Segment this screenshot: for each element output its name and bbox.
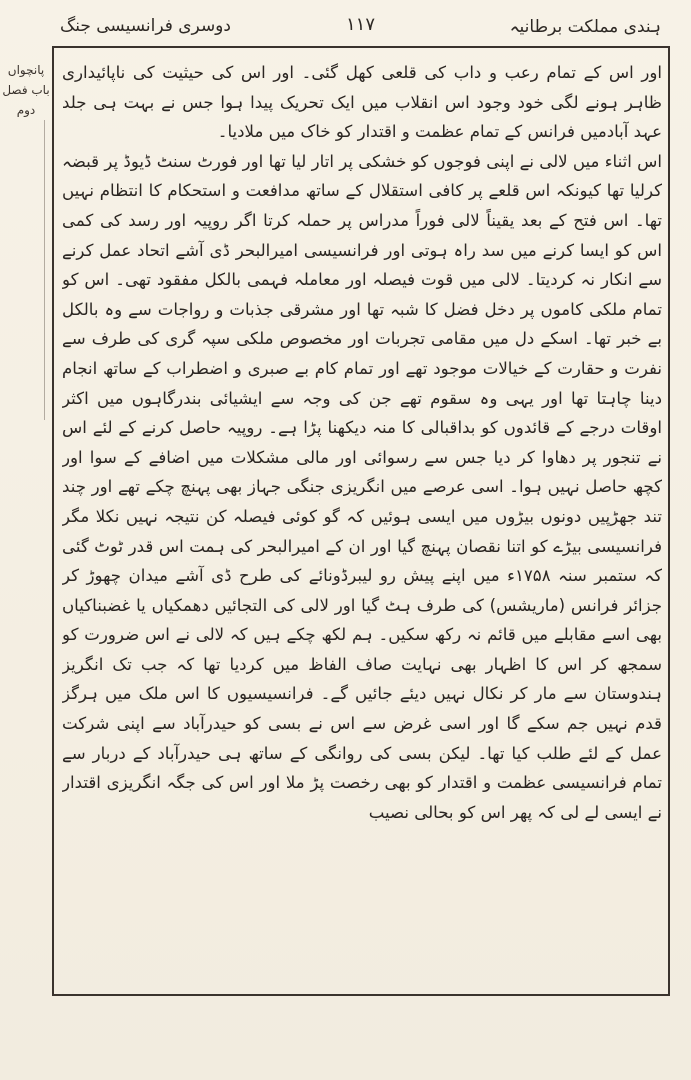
margin-note: پانچواں باب فصل دوم (2, 63, 50, 117)
paragraph-2: اس اثناء میں لالی نے اپنی فوجوں کو خشکی پر اتار لیا تھا اور فورٹ سنٹ ڈیوڈ پر قبضہ کرلیا تھا کیونکہ اس قلعے پر کافی استقلال کے ساتھ مدافعت و استحکام کا انتظام نہیں تھا۔ اس فتح کے بعد یقیناً لالی فوراً مدراس پر حملہ کرتا اگر روپیہ اور رسد کی کمی اس کو ایسا کرنے میں سد راہ ہوتی اور فرانسیسی امیرالبحر ڈی آشے اتحاد عمل کرنے سے انکار نہ کردیتا۔ لالی میں قوت فیصلہ اور معاملہ فہمی بالکل مفقود تھی۔ اس کو تمام ملکی کاموں پر دخل فضل کا شبہ تھا اور مشرقی جذبات و رواجات سے وہ بالکل بے خبر تھا۔ اسکے دل میں مقامی تجربات اور مخصوص ملکی سپہ گری کی طرف سے نفرت و حقارت کے خیالات موجود تھے اور تمام کام بے صبری و اضطراب کے ساتھ انجام دینا چاہتا تھا اور یہی وہ سقوم تھے جن کی وجہ سے ایشیائی بندرگاہوں میں اکثر اوقات درجے کے قائدوں کو بداقبالی کا منہ دیکھنا پڑا ہے۔ روپیہ حاصل کرنے کے لئے اس نے تنجور پر دھاوا کر دیا جس سے رسوائی اور مالی مشکلات میں اضافے کے سوا اور کچھ حاصل نہیں ہوا۔ اسی عرصے میں انگریزی جنگی جہاز بھی پہنچ چکے تھے اور چند تند جھڑپیں دونوں بیڑوں میں ایسی ہوئیں کہ گو کوئی فیصلہ کن نتیجہ نہیں نکلا مگر فرانسیسی بیڑے کو اتنا نقصان پہنچ گیا اور ان کے امیرالبحر کی ہمت اس قدر ٹوٹ گئی کہ ستمبر سنہ ۱۷۵۸ء میں اپنے پیش رو لیبرڈونائے کی طرح ڈی آشے میدان چھوڑ کر جزائر فرانس (ماریشس) کی طرف ہٹ گیا اور لالی کی التجائیں دھمکیاں یا غضبناکیاں بھی اسے مقابلے میں قائم نہ رکھ سکیں۔ ہم لکھ چکے ہیں کہ لالی نے اس ضرورت کو سمجھ کر اس کا اظہار بھی نہایت صاف الفاظ میں کردیا تھا کہ جب تک انگریز ہندوستان سے مار کر نکال نہیں دیئے جائیں گے۔ فرانسیسیوں کا اس ملک میں ہرگز قدم نہیں جم سکے گا اور اسی غرض سے اس نے بسی کو حیدرآباد سے اپنی شرکت عمل کے لئے طلب کیا تھا۔ لیکن بسی کی روانگی کے ساتھ ہی حیدرآباد کے دربار سے تمام فرانسیسی عظمت و اقتدار کو بھی رخصت پڑ ملا اور اس کی جگہ انگریزی اقتدار نے ایسی لے لی کہ پھر اس کو بحالی نصیب (62, 151, 662, 822)
page-number: ۱۱۷ (345, 14, 376, 35)
running-header (60, 10, 661, 44)
body-text (62, 58, 662, 986)
header-chapter-title: دوسری فرانسیسی جنگ (60, 16, 231, 36)
paragraph-1: اور اس کے تمام رعب و داب کی قلعی کھل گئی۔ اور اس کی حیثیت کی ناپائیداری ظاہر ہونے لگی خود وجود اس انقلاب میں ایک تحریک پیدا ہوا جس نے بہت ہی جلد عہد آبادمیں فرانس کے تمام عظمت و اقتدار کو خاک میں ملادیا۔ (62, 63, 662, 142)
margin-rule (44, 120, 45, 420)
header-book-title: ہندی مملکت برطانیہ (509, 17, 661, 37)
